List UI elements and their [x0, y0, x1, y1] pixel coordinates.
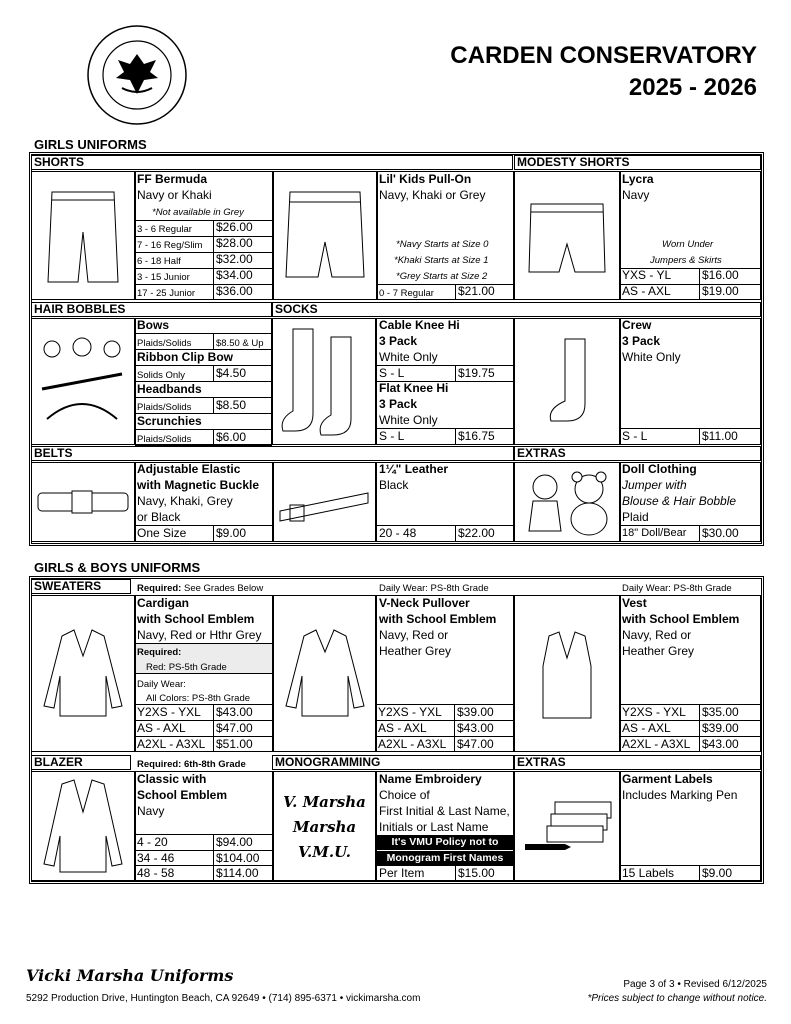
- blazer-size-1: 34 - 46: [137, 851, 175, 865]
- hair-image-cell: [31, 318, 135, 445]
- crew-pack: 3 Pack: [622, 334, 661, 348]
- pullon-colors: Navy, Khaki or Grey: [379, 188, 486, 202]
- cardigan-col-line: [213, 720, 214, 736]
- modesty-shorts-icon: [515, 172, 619, 299]
- blazer-price-1: $104.00: [216, 851, 260, 865]
- bermuda-size-3: 3 - 15 Junior: [137, 272, 190, 283]
- bermuda-price-1: $28.00: [216, 236, 253, 250]
- bermuda-size-2: 6 - 18 Half: [137, 256, 181, 267]
- school-title: CARDEN CONSERVATORY: [450, 42, 757, 69]
- hair-row-line: [135, 365, 272, 366]
- vneck-price-1: $43.00: [457, 721, 494, 735]
- elastic-colors-1: Navy, Khaki, Grey: [137, 494, 233, 508]
- bermuda-col-line: [213, 236, 214, 252]
- flat-size: S - L: [379, 429, 405, 443]
- doll-price: $30.00: [702, 526, 739, 540]
- flat-price: $16.75: [458, 429, 495, 443]
- both-heading: GIRLS & BOYS UNIFORMS: [34, 560, 201, 575]
- elastic-line-1: Adjustable Elastic: [137, 462, 241, 476]
- vest-price-2: $43.00: [702, 737, 739, 751]
- hair-item-price-1: $4.50: [216, 366, 247, 380]
- blazer-color: Navy: [137, 804, 165, 818]
- labels-desc: Includes Marking Pen: [622, 788, 738, 802]
- hair-item-type-0: Plaids/Solids: [137, 338, 192, 349]
- embroidery-c2: First Initial & Last Name,: [379, 804, 510, 818]
- script-sample-1: V. Marsha: [283, 793, 366, 811]
- pullon-price: $21.00: [458, 284, 495, 298]
- policy-line-2: Monogram First Names: [377, 851, 513, 865]
- modesty-note-2: Jumpers & Skirts: [650, 255, 722, 266]
- cardigan-col-line: [213, 736, 214, 752]
- cable-size: S - L: [379, 366, 405, 380]
- vneck-size-0: Y2XS - YXL: [378, 705, 442, 719]
- blazer-required: Required: 6th-8th Grade: [137, 759, 246, 770]
- blazer-l1: Classic with: [137, 772, 207, 786]
- doll-desc-2: Blouse & Hair Bobble: [622, 494, 737, 508]
- embroidery-name: Name Embroidery: [379, 772, 482, 786]
- embroidery-price: $15.00: [458, 866, 495, 880]
- leather-price: $22.00: [458, 526, 495, 540]
- cardigan-price-1: $47.00: [216, 721, 253, 735]
- vneck-price-0: $39.00: [457, 705, 494, 719]
- blazer-size-0: 4 - 20: [137, 835, 168, 849]
- doll-desc-3: Plaid: [622, 510, 649, 524]
- blazer-price-0: $94.00: [216, 835, 253, 849]
- pullon-size: 0 - 7 Regular: [379, 288, 434, 299]
- doll-name: Doll Clothing: [622, 462, 697, 476]
- footer-note: *Prices subject to change without notice.: [587, 993, 767, 1004]
- crew-socks-icon: [515, 319, 619, 444]
- doll-bear-icon: [515, 463, 619, 541]
- bermuda-size-1: 7 - 16 Reg/Slim: [137, 240, 203, 251]
- vneck-image-cell: [273, 595, 376, 752]
- pullon-note-3: *Grey Starts at Size 2: [396, 271, 488, 282]
- leather-size: 20 - 48: [379, 526, 417, 540]
- cardigan-image-cell: [31, 595, 135, 752]
- hair-row-line: [135, 429, 272, 430]
- extras-header: EXTRAS: [514, 446, 761, 461]
- monogram-header: MONOGRAMMING: [272, 755, 514, 770]
- bermuda-shorts-icon: [32, 172, 134, 299]
- cardigan-icon: [32, 596, 134, 751]
- cable-price: $19.75: [458, 366, 495, 380]
- blazer-price-2: $114.00: [216, 866, 259, 880]
- crew-color: White Only: [622, 350, 681, 364]
- doll-desc-1: Jumper with: [622, 478, 687, 492]
- vneck-l1: V-Neck Pullover: [379, 596, 470, 610]
- vest-l2: with School Emblem: [622, 612, 740, 626]
- bermuda-price-4: $36.00: [216, 284, 253, 298]
- modesty-name: Lycra: [622, 172, 654, 186]
- vest-size-2: A2XL - A3XL: [622, 737, 691, 751]
- shorts-header: SHORTS: [31, 155, 513, 170]
- elastic-belt-icon: [32, 463, 134, 541]
- bermuda-name: FF Bermuda: [137, 172, 208, 186]
- labels-size: 15 Labels: [622, 866, 675, 880]
- bermuda-col-line: [213, 220, 214, 236]
- knee-socks-icon: [273, 319, 375, 444]
- embroidery-size: Per Item: [379, 866, 425, 880]
- vneck-col-line: [454, 736, 455, 752]
- vest-size-1: AS - AXL: [622, 721, 671, 735]
- cardigan-l1: Cardigan: [137, 596, 190, 610]
- cardigan-colors: Navy, Red or Hthr Grey: [137, 628, 262, 642]
- school-year: 2025 - 2026: [628, 74, 757, 101]
- hair-header: HAIR BOBBLES: [31, 302, 272, 317]
- vest-col-line: [699, 720, 700, 736]
- modesty-price-1: $16.00: [702, 268, 739, 282]
- blazer-col-line: [213, 834, 214, 850]
- cardigan-daily-label: Daily Wear:: [137, 679, 186, 690]
- script-sample-2: Marsha: [292, 818, 357, 836]
- hair-row-line: [135, 333, 272, 334]
- doll-image-cell: [514, 462, 620, 542]
- belts-header: BELTS: [31, 446, 514, 461]
- vest-icon: [515, 596, 619, 751]
- leather-color: Black: [379, 478, 409, 492]
- pullon-note-2: *Khaki Starts at Size 1: [394, 255, 489, 266]
- blazer-col-line: [213, 850, 214, 866]
- socks-header: SOCKS: [272, 302, 761, 317]
- hair-item-type-2: Plaids/Solids: [137, 402, 192, 413]
- policy-line-1: It's VMU Policy not to: [377, 835, 513, 850]
- crew-name: Crew: [622, 318, 652, 332]
- bermuda-size-0: 3 - 6 Regular: [137, 224, 192, 235]
- vneck-price-2: $47.00: [457, 737, 494, 751]
- pullon-note-1: *Navy Starts at Size 0: [396, 239, 489, 250]
- blazer-size-2: 48 - 58: [137, 866, 175, 880]
- vneck-sweater-icon: [274, 596, 375, 751]
- vest-l1: Vest: [622, 596, 647, 610]
- hair-col-line: [213, 333, 214, 349]
- embroidery-c1: Choice of: [379, 788, 430, 802]
- hair-item-name-1: Ribbon Clip Bow: [137, 350, 233, 364]
- modesty-size-1: YXS - YL: [622, 268, 672, 282]
- kneehi-image-cell: [272, 318, 376, 445]
- leather-name: 1¼" Leather: [379, 462, 449, 476]
- bermuda-colors: Navy or Khaki: [137, 188, 212, 202]
- cable-color: White Only: [379, 350, 438, 364]
- hair-bobbles-icon: [32, 319, 134, 444]
- crew-size: S - L: [622, 429, 648, 443]
- hair-item-type-1: Solids Only: [137, 370, 186, 381]
- hair-item-name-0: Bows: [137, 318, 170, 332]
- vneck-c1: Navy, Red or: [379, 628, 449, 642]
- cardigan-size-0: Y2XS - YXL: [137, 705, 201, 719]
- bermuda-col-line: [213, 284, 214, 300]
- hair-item-type-3: Plaids/Solids: [137, 434, 192, 445]
- hair-col-line: [213, 429, 214, 445]
- flat-color: White Only: [379, 413, 438, 427]
- hair-col-line: [213, 397, 214, 413]
- vest-price-0: $35.00: [702, 705, 739, 719]
- labels-price: $9.00: [702, 866, 733, 880]
- vneck-size-1: AS - AXL: [378, 721, 427, 735]
- sweaters-header: SWEATERS: [31, 579, 131, 594]
- leather-belt-image-cell: [273, 462, 376, 542]
- elastic-belt-image-cell: [31, 462, 135, 542]
- footer-brand: Vicki Marsha Uniforms: [26, 966, 234, 985]
- cardigan-col-line: [213, 704, 214, 720]
- bermuda-price-2: $32.00: [216, 252, 253, 266]
- embroidery-c3: Initials or Last Name: [379, 820, 489, 834]
- cardigan-price-0: $43.00: [216, 705, 253, 719]
- modesty-note-1: Worn Under: [662, 239, 714, 250]
- vest-image-cell: [514, 595, 620, 752]
- hair-item-name-2: Headbands: [137, 382, 202, 396]
- bermuda-note: *Not available in Grey: [152, 207, 244, 218]
- bermuda-col-line: [213, 252, 214, 268]
- cardigan-l2: with School Emblem: [137, 612, 255, 626]
- blazer-icon: [32, 772, 134, 880]
- modesty-color: Navy: [622, 188, 650, 202]
- garment-labels-icon: [515, 772, 619, 880]
- bermuda-size-4: 17 - 25 Junior: [137, 288, 196, 299]
- bermuda-price-3: $34.00: [216, 268, 253, 282]
- modesty-image-cell: [514, 171, 620, 300]
- cardigan-required-detail: Red: PS-5th Grade: [146, 662, 227, 673]
- crew-image-cell: [514, 318, 620, 445]
- hair-item-price-3: $6.00: [216, 430, 247, 444]
- blazer-l2: School Emblem: [137, 788, 228, 802]
- flat-name: Flat Knee Hi: [379, 381, 449, 395]
- crew-price: $11.00: [702, 429, 738, 443]
- cardigan-daily-detail: All Colors: PS-8th Grade: [146, 693, 251, 704]
- hair-col-line: [213, 365, 214, 381]
- vest-col-line: [699, 704, 700, 720]
- modesty-size-2: AS - AXL: [622, 284, 671, 298]
- vest-c2: Heather Grey: [622, 644, 695, 658]
- vest-daily: Daily Wear: PS-8th Grade: [622, 583, 732, 594]
- cable-name: Cable Knee Hi: [379, 318, 460, 332]
- vest-size-0: Y2XS - YXL: [622, 705, 686, 719]
- sweaters-required: Required: See Grades Below: [137, 583, 264, 594]
- school-logo: [86, 24, 188, 126]
- flat-pack: 3 Pack: [379, 397, 418, 411]
- cardigan-required-label: Required:: [137, 647, 182, 658]
- script-sample-3: V.M.U.: [298, 843, 351, 861]
- cardigan-size-2: A2XL - A3XL: [137, 737, 206, 751]
- bermuda-image-cell: [31, 171, 135, 300]
- hair-item-price-0: $8.50 & Up: [216, 338, 264, 349]
- pullon-image-cell: [273, 171, 377, 300]
- vneck-daily: Daily Wear: PS-8th Grade: [379, 583, 489, 594]
- vneck-c2: Heather Grey: [379, 644, 452, 658]
- labels-name: Garment Labels: [622, 772, 713, 786]
- blazer-col-line: [213, 865, 214, 881]
- extras2-header: EXTRAS: [514, 755, 761, 770]
- vest-price-1: $39.00: [702, 721, 739, 735]
- elastic-size: One Size: [137, 526, 187, 540]
- blazer-header: BLAZER: [31, 755, 131, 770]
- vest-col-line: [699, 736, 700, 752]
- hair-item-name-3: Scrunchies: [137, 414, 202, 428]
- bermuda-price-0: $26.00: [216, 220, 253, 234]
- doll-size: 18" Doll/Bear: [622, 527, 687, 539]
- bermuda-col-line: [213, 268, 214, 284]
- vneck-col-line: [454, 704, 455, 720]
- elastic-colors-2: or Black: [137, 510, 181, 524]
- cardigan-size-1: AS - AXL: [137, 721, 186, 735]
- vneck-size-2: A2XL - A3XL: [378, 737, 447, 751]
- footer-page: Page 3 of 3 • Revised 6/12/2025: [623, 979, 767, 990]
- modesty-price-2: $19.00: [702, 284, 739, 298]
- elastic-line-2: with Magnetic Buckle: [137, 478, 260, 492]
- pullon-name: Lil' Kids Pull-On: [379, 172, 472, 186]
- vneck-col-line: [454, 720, 455, 736]
- vest-c1: Navy, Red or: [622, 628, 692, 642]
- hair-item-price-2: $8.50: [216, 398, 247, 412]
- footer-address: 5292 Production Drive, Huntington Beach, CA 92649 • (714) 895-6371 • vickimarsha.com: [26, 993, 421, 1004]
- blazer-image-cell: [31, 771, 135, 881]
- labels-image-cell: [514, 771, 620, 881]
- cardigan-price-2: $51.00: [216, 737, 253, 751]
- girls-heading: GIRLS UNIFORMS: [34, 137, 147, 152]
- modesty-header: MODESTY SHORTS: [514, 155, 761, 170]
- cable-pack: 3 Pack: [379, 334, 418, 348]
- leather-belt-icon: [274, 463, 375, 541]
- pullon-shorts-icon: [274, 172, 376, 299]
- hair-row-line: [135, 397, 272, 398]
- elastic-price: $9.00: [216, 526, 247, 540]
- vneck-l2: with School Emblem: [379, 612, 497, 626]
